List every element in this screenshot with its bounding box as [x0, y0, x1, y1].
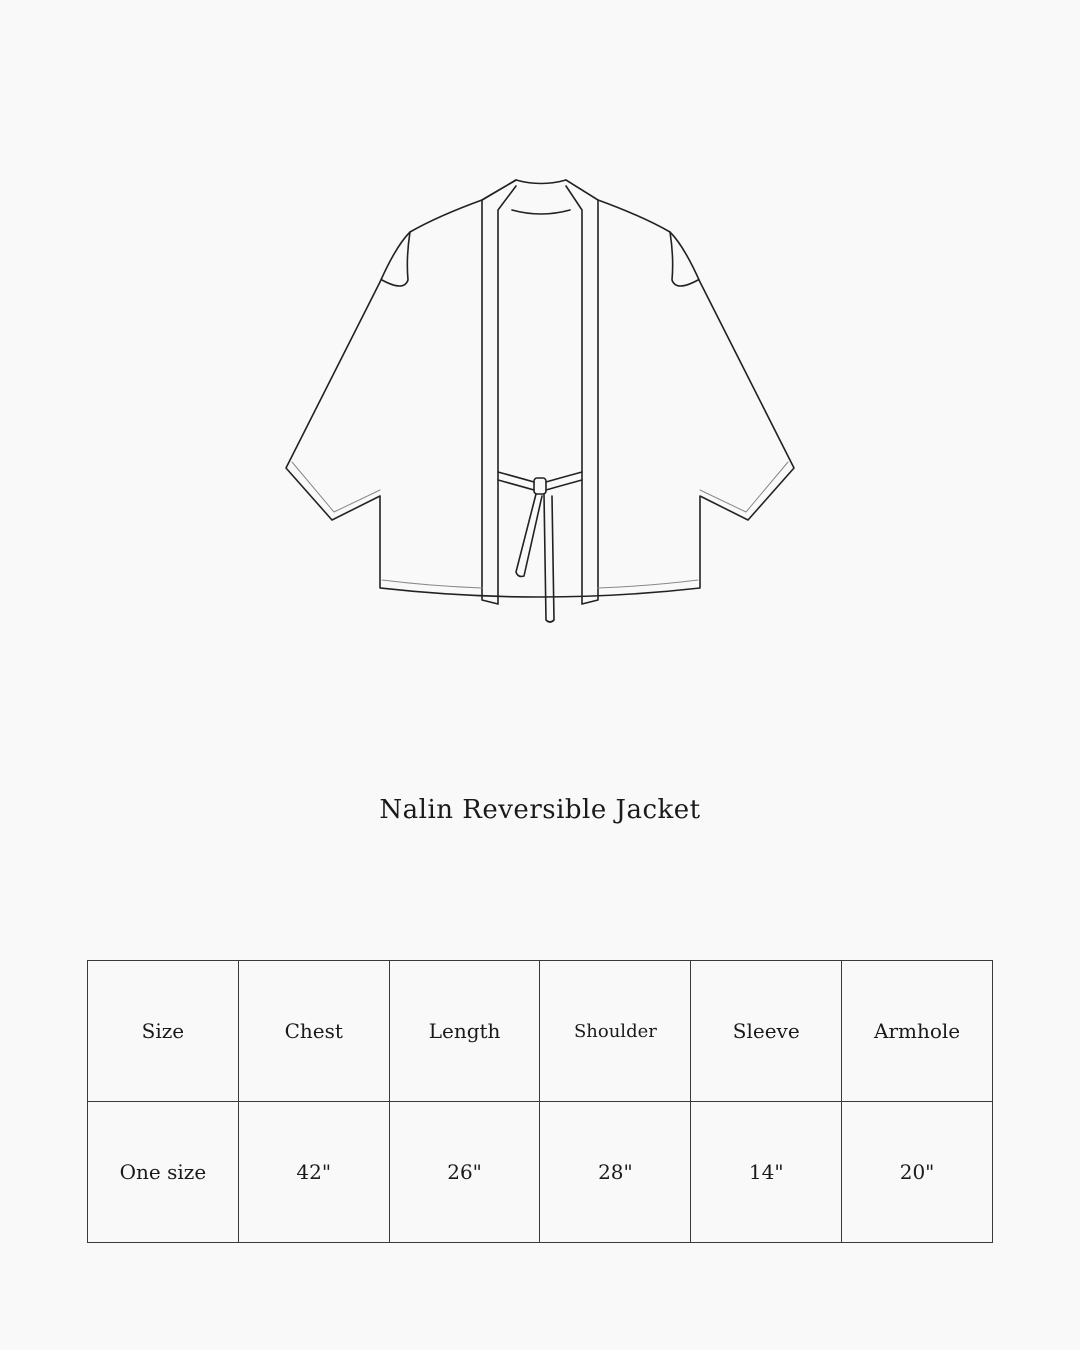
jacket-body-outline — [286, 180, 794, 597]
tie-end-left — [516, 494, 542, 577]
header-cell-sleeve: Sleeve — [691, 961, 842, 1102]
tie-right — [546, 472, 582, 482]
tie-left-lower — [498, 480, 534, 490]
hem-stitch — [382, 580, 482, 588]
jacket-drawing — [270, 160, 810, 640]
left-sleeve-hem — [292, 462, 380, 512]
header-cell-size: Size — [88, 961, 239, 1102]
cell-size-value: One size — [88, 1102, 239, 1243]
right-armhole-seam — [670, 232, 698, 286]
cell-chest-value: 42" — [238, 1102, 389, 1243]
tie-left — [498, 472, 534, 482]
table-header-row — [88, 961, 993, 1102]
tie-end-right — [544, 494, 554, 622]
product-title: Nalin Reversible Jacket — [379, 795, 701, 825]
size-chart-table — [87, 960, 993, 1243]
inner-neckline — [512, 210, 570, 214]
cell-length-value: 26" — [389, 1102, 540, 1243]
header-cell-chest: Chest — [238, 961, 389, 1102]
cell-sleeve-value: 14" — [691, 1102, 842, 1243]
cell-shoulder-value: 28" — [540, 1102, 691, 1243]
left-collar-band — [482, 180, 516, 604]
back-neck — [516, 180, 566, 184]
hem-stitch-right — [598, 580, 698, 588]
header-cell-armhole: Armhole — [842, 961, 993, 1102]
header-cell-shoulder: Shoulder — [540, 961, 691, 1102]
header-cell-length: Length — [389, 961, 540, 1102]
cell-armhole-value: 20" — [842, 1102, 993, 1243]
table-row — [88, 1102, 993, 1243]
right-sleeve-hem — [700, 462, 788, 512]
tie-knot — [534, 478, 546, 494]
tie-right-lower — [546, 480, 582, 490]
left-armhole-seam — [382, 232, 410, 286]
right-collar-band — [566, 180, 598, 604]
jacket-illustration — [270, 160, 810, 640]
